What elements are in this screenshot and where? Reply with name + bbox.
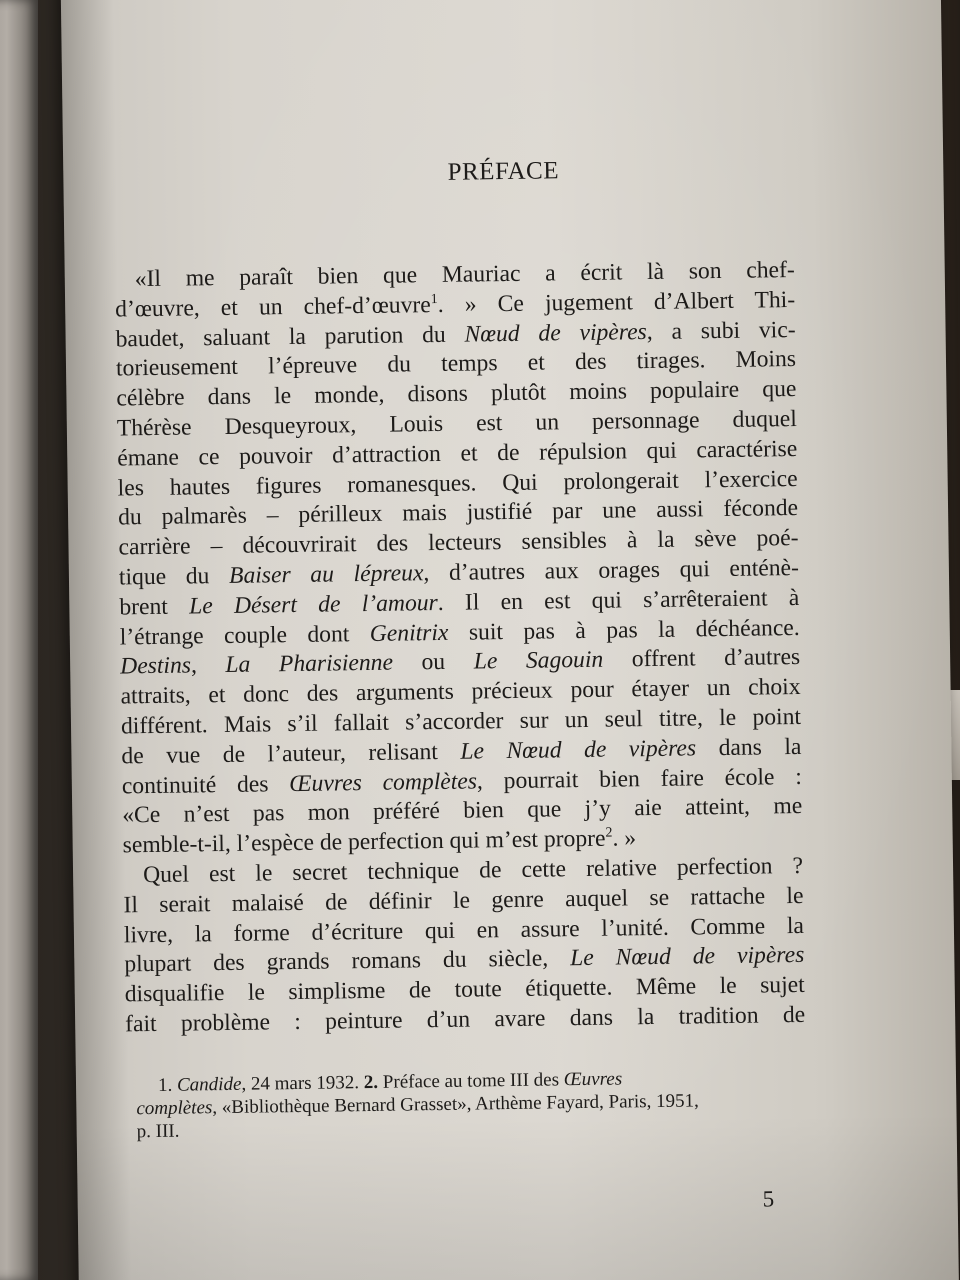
text-line: disqualifie le simplisme de toute étiquette. Même le sujet: [124, 972, 805, 1008]
text-line: «Il me paraît bien que Mauriac a écrit là son chef-: [134, 256, 795, 293]
text-line: semble-t-il, l’espèce de perfection qui m’est propre$^2$. »: [122, 825, 637, 859]
text-line: baudet, saluant la parution du Nœud de vipères, a subi vic-: [115, 316, 796, 353]
text-line: Thérèse Desqueyroux, Louis est un personnage duquel: [116, 405, 797, 442]
text-line: émane ce pouvoir d’attraction et de répulsion qui caractérise: [117, 435, 798, 472]
footnote-ref: 1: [430, 291, 438, 307]
text-line: continuité des Œuvres complètes, pourrait bien faire école :: [121, 763, 802, 799]
text-line: livre, la forme d’écriture qui en assure l’unité. Comme la: [123, 912, 805, 948]
text-line: fait problème : peinture d’un avare dans la tradition de: [125, 1001, 806, 1038]
text-line: Quel est le secret technique de cette relative perfection ?: [142, 852, 804, 889]
book-page: [61, 0, 960, 1280]
body-text: [115, 256, 806, 1040]
text-line: du palmarès – périlleux mais justifié par une aussi féconde: [117, 495, 799, 531]
footnote-ref: 2: [605, 825, 613, 841]
text-line: tique du Baiser au lépreux, d’autres aux orages qui enténè-: [118, 554, 800, 591]
page-title: PRÉFACE: [447, 157, 560, 186]
text-line: différent. Mais s’il fallait s’accorder sur un seul titre, le point: [120, 703, 802, 740]
page-surface: [61, 0, 960, 1280]
text-line: plupart des grands romans du siècle, Le Nœud de vipères: [124, 942, 805, 978]
text-line: les hautes figures romanesques. Qui prolongerait l’exercice: [117, 465, 798, 502]
text-line: célèbre dans le monde, disons plutôt moins populaire que: [116, 376, 797, 412]
text-line: Il serait malaisé de définir le genre auquel se rattache le: [123, 882, 804, 919]
text-line: Destins, La Pharisienne ou Le Sagouin offrent d’autres: [120, 644, 801, 680]
text-line: l’étrange couple dont Genitrix suit pas à pas la déchéance.: [119, 614, 800, 651]
text-line: brent Le Désert de l’amour. Il en est qui s’arrêteraient à: [119, 584, 800, 621]
footnote-line: 1. Candide, 24 mars 1932. 2. Préface au tome III des Œuvres: [157, 1068, 623, 1096]
footnotes: [136, 1065, 807, 1143]
page-number: 5: [762, 1186, 775, 1212]
text-line: attraits, et donc des arguments précieux pour étayer un choix: [120, 674, 801, 710]
text-line: «Ce n’est pas mon préféré bien que j’y aie atteint, me: [122, 793, 803, 829]
footnote-line: complètes, «Bibliothèque Bernard Grasset», Arthème Fayard, Paris, 1951,: [136, 1090, 699, 1120]
text-line: carrière – découvrirait des lecteurs sensibles à la sève poé-: [118, 525, 799, 561]
previous-page-edge: [0, 0, 38, 1280]
text-line: de vue de l’auteur, relisant Le Nœud de vipères dans la: [121, 733, 802, 770]
text-line: torieusement l’épreuve du temps et des tirages. Moins: [115, 346, 797, 382]
footnote-line: p. III.: [136, 1120, 180, 1143]
text-line: d’œuvre, et un chef-d’œuvre$^1$. » Ce jugement d’Albert Thi-: [115, 286, 796, 323]
